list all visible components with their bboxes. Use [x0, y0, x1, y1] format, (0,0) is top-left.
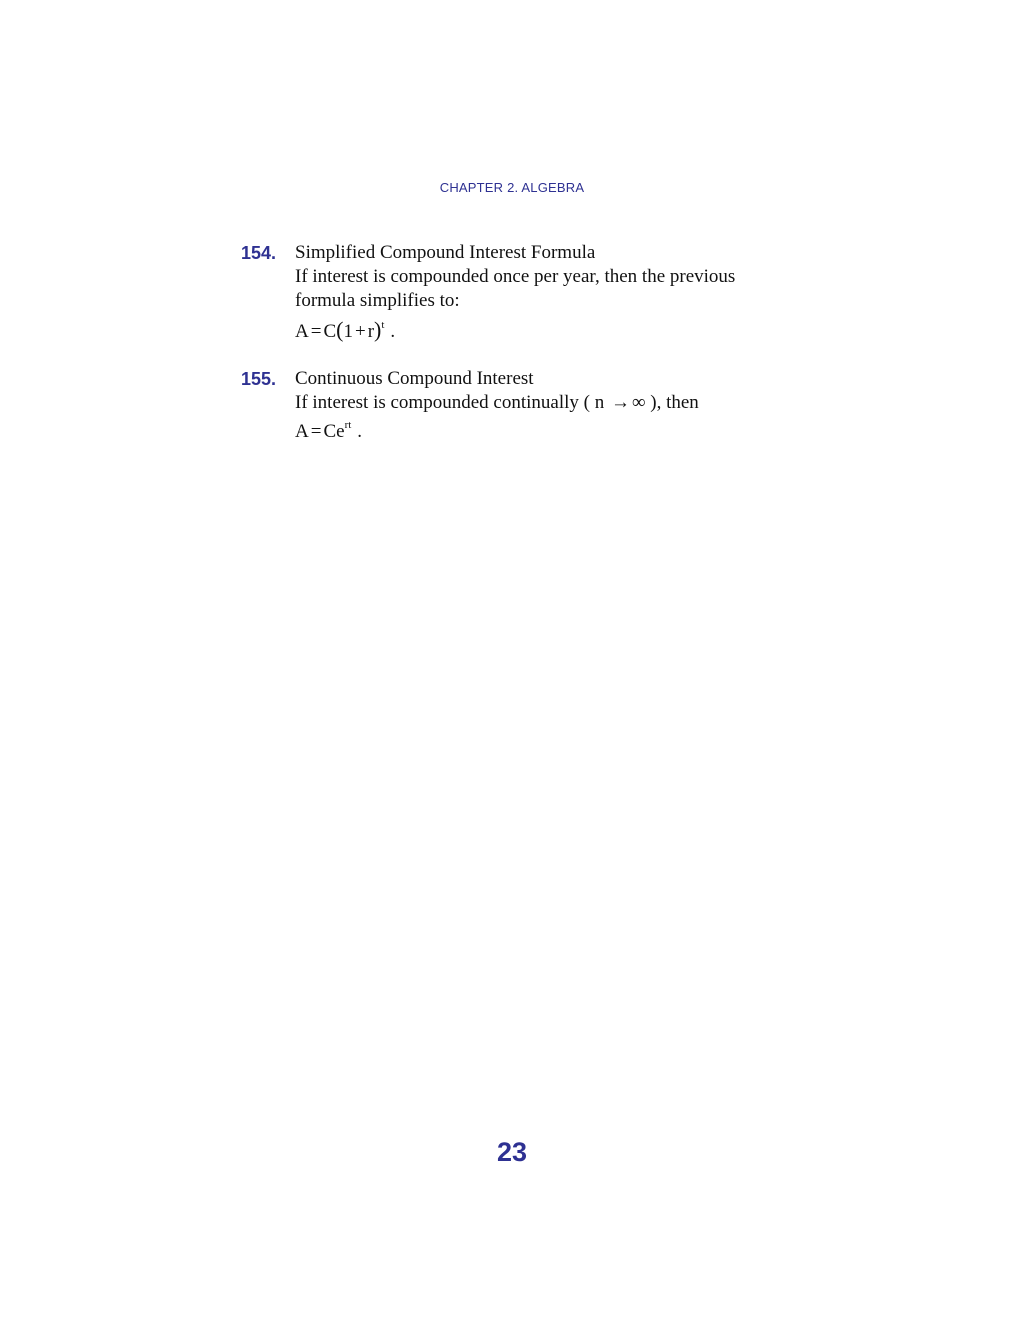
- entry-title: Continuous Compound Interest: [295, 368, 534, 389]
- formula-term: r: [367, 321, 375, 342]
- formula-term: 1: [343, 321, 353, 342]
- entry-text-line: If interest is compounded once per year, then the previous: [295, 266, 736, 287]
- equals-sign: =: [310, 321, 322, 342]
- entry-body: [295, 241, 835, 345]
- formula-term: C: [323, 321, 337, 342]
- formula-period: .: [390, 321, 396, 342]
- entry-number: 154.: [241, 243, 277, 263]
- entry-text: ), then: [650, 392, 699, 413]
- formula-term: A: [295, 321, 309, 342]
- entry-title: Simplified Compound Interest Formula: [295, 242, 596, 263]
- entry-body: [295, 367, 835, 445]
- entry-number: 155.: [241, 369, 277, 389]
- formula-term: A: [295, 421, 309, 442]
- entry-text-line: formula simplifies to:: [295, 290, 460, 311]
- chapter-header: CHAPTER 2. ALGEBRA: [439, 180, 585, 195]
- entry-text: If interest is compounded continually (: [295, 392, 590, 413]
- left-paren: (: [336, 317, 344, 342]
- formula-period: .: [357, 421, 363, 442]
- equals-sign: =: [310, 421, 322, 442]
- formula-simplified-compound-interest: [295, 317, 835, 345]
- formula-exponent: t: [381, 318, 385, 331]
- plus-sign: +: [354, 321, 366, 342]
- entry-text-line: [295, 391, 835, 415]
- formula-continuous-compound-interest: [295, 419, 835, 445]
- infinity-symbol: ∞: [631, 392, 646, 413]
- right-paren: ): [374, 317, 382, 342]
- page-number: 23: [496, 1137, 528, 1167]
- formula-term: Ce: [323, 421, 345, 442]
- arrow-icon: →: [610, 392, 630, 413]
- math-variable-n: n: [594, 392, 605, 413]
- formula-exponent: rt: [344, 418, 352, 431]
